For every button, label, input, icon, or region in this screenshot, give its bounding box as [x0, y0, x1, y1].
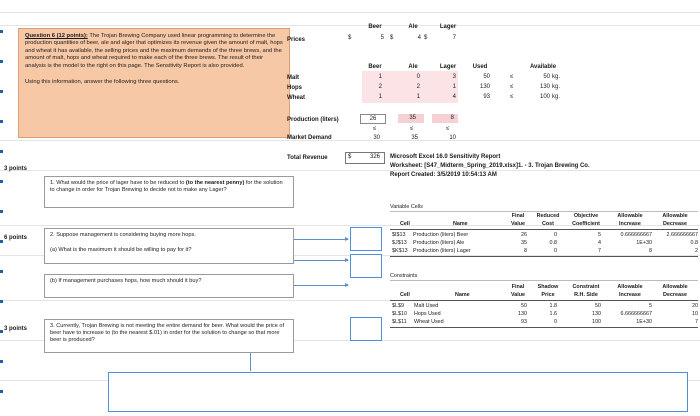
answer-box-2a[interactable] — [350, 254, 382, 278]
header2-beer: Beer — [368, 64, 382, 70]
con-h1-constraint: Constraint — [572, 284, 600, 290]
production-ale[interactable]: 35 — [409, 115, 416, 121]
var-h1-allow-dec: Allowable — [662, 213, 688, 219]
header-ale: Ale — [408, 24, 418, 30]
var-header-rule — [390, 229, 698, 230]
var-reduced: 0 — [554, 248, 557, 254]
question-title: Question 6 (12 points): — [25, 33, 88, 39]
var-name: Production (liters) Beer — [413, 232, 469, 238]
var-reduced: 0 — [554, 232, 557, 238]
con-shadow: 1.6 — [549, 311, 557, 317]
malt-used[interactable]: 50 — [483, 74, 490, 80]
con-rhs: 100 — [592, 319, 601, 325]
q3-points: 3 points — [4, 326, 28, 332]
hops-ale[interactable]: 2 — [416, 84, 420, 90]
report-worksheet: Worksheet: [S47_Midterm_Spring_2019.xlsx]1. - 3. Trojan Brewing Co. — [390, 163, 590, 169]
question-description — [25, 33, 283, 86]
arrow-q3 — [250, 353, 251, 371]
answer-box-2b[interactable] — [350, 317, 382, 341]
var-reduced: 0.8 — [549, 240, 557, 246]
con-name: Malt Used — [414, 303, 439, 309]
con-h2-rhs: R.H. Side — [574, 292, 598, 298]
con-h2-name: Name — [455, 292, 470, 298]
hops-lager[interactable]: 1 — [452, 84, 456, 90]
var-decrease: 0.8 — [690, 240, 698, 246]
con-h1-shadow: Shadow — [537, 284, 559, 290]
var-cell: $I$13 — [392, 232, 406, 238]
price-lager[interactable]: 7 — [452, 35, 456, 41]
wheat-lager[interactable]: 4 — [452, 94, 456, 100]
var-decrease: 2 — [695, 248, 698, 254]
price-currency-beer: $ — [348, 35, 352, 41]
revenue-currency: $ — [348, 154, 352, 160]
production-lager[interactable]: 8 — [450, 115, 454, 121]
var-h2-increase: Increase — [619, 221, 641, 227]
wheat-used[interactable]: 93 — [483, 94, 490, 100]
var-objective: 4 — [598, 240, 601, 246]
q2-text-c: (b) If management purchases hops, how much should it buy? — [50, 278, 202, 284]
con-shadow: 0 — [554, 319, 557, 325]
var-cell: $K$13 — [392, 248, 408, 254]
con-rhs: 130 — [592, 311, 601, 317]
var-h1-reduced: Reduced — [536, 213, 560, 219]
con-header-rule — [390, 300, 698, 301]
header2-used: Used — [472, 64, 488, 70]
var-bottom-rule — [390, 256, 698, 257]
hops-available[interactable]: 130 — [539, 84, 550, 90]
q2-text-a: 2. Suppose management is considering buying more hops. — [50, 232, 196, 238]
header2-available: Available — [529, 64, 557, 70]
var-name: Production (liters) Lager — [413, 248, 471, 254]
var-increase: 1E+30 — [636, 240, 652, 246]
con-final: 50 — [521, 303, 527, 309]
malt-available[interactable]: 50 — [543, 74, 550, 80]
con-name: Hops Used — [414, 311, 441, 317]
resource-malt-label: Malt — [287, 75, 299, 81]
wheat-sign: ≤ — [510, 94, 514, 100]
con-increase: 5 — [649, 303, 652, 309]
total-revenue-label: Total Revenue — [287, 155, 328, 161]
answer-box-3[interactable] — [108, 372, 688, 412]
con-h2-cell: Cell — [400, 292, 410, 298]
demand-ale[interactable]: 35 — [411, 135, 418, 141]
var-h2-value: Value — [510, 221, 526, 227]
con-bottom-rule — [390, 327, 698, 328]
variable-cells-title: Variable Cells — [390, 204, 423, 210]
con-cell: $L$9 — [392, 303, 404, 309]
var-objective: 7 — [598, 248, 601, 254]
con-cell: $L$10 — [392, 311, 407, 317]
con-h1-final: Final — [511, 284, 525, 290]
var-h1-objective: Objective — [573, 213, 599, 219]
con-decrease: 20 — [692, 303, 698, 309]
var-h2-name: Name — [453, 221, 468, 227]
resource-wheat-label: Wheat — [287, 95, 305, 101]
header-beer: Beer — [368, 24, 382, 30]
con-decrease: 10 — [692, 311, 698, 317]
question-body: The Trojan Brewing Company used linear programming to determine the production quantities of beer, ale and alger that optimizes its revenue given the amount of malt, hops and wheat it has available, the selling prices and the maximum demands of the three brews, and the amount of malt, hops and wheat required to make each of the three brews. The result of their analysis is the model to the right on this page. The Sensitivity Report is also provided. — [25, 33, 283, 69]
q2-text-b: (a) What is the maximum it should be willing to pay for it? — [50, 247, 192, 254]
var-h2-decrease: Decrease — [663, 221, 687, 227]
con-name: Wheat Used — [414, 319, 444, 325]
var-increase: 8 — [649, 248, 652, 254]
malt-sign: ≤ — [510, 74, 514, 80]
con-h2-decrease: Decrease — [663, 292, 687, 298]
malt-lager[interactable]: 3 — [452, 74, 456, 80]
leq-lager: ≤ — [446, 126, 450, 132]
question-description-box — [18, 28, 290, 138]
malt-unit: kg. — [552, 74, 561, 80]
var-cell: $J$13 — [392, 240, 407, 246]
con-increase: 6.666666667 — [620, 311, 652, 317]
report-title: Microsoft Excel 16.0 Sensitivity Report — [390, 154, 501, 160]
demand-lager[interactable]: 10 — [449, 135, 456, 141]
con-decrease: 7 — [695, 319, 698, 325]
production-label: Production (liters) — [287, 117, 339, 123]
var-decrease: 2.666666667 — [666, 232, 698, 238]
price-currency-ale: $ — [390, 35, 394, 41]
malt-ale[interactable]: 0 — [416, 74, 420, 80]
hops-unit: kg. — [552, 84, 561, 90]
arrow-q2b — [294, 285, 348, 286]
demand-beer[interactable]: 30 — [373, 135, 380, 141]
hops-sign: ≤ — [510, 84, 514, 90]
constraints-title-rule — [390, 280, 698, 281]
price-ale[interactable]: 4 — [417, 35, 421, 41]
var-final: 35 — [521, 240, 527, 246]
q1-text-bold: (to the nearest penny) — [185, 180, 245, 186]
header-lager: Lager — [439, 24, 457, 30]
q1-text-pre: 1. What would the price of lager have to be reduced to — [50, 180, 186, 186]
price-currency-lager: $ — [424, 35, 428, 41]
header2-lager: Lager — [439, 64, 457, 70]
resource-hops-label: Hops — [287, 85, 302, 91]
var-h2-cost: Cost — [542, 221, 554, 227]
hops-beer[interactable]: 2 — [378, 84, 382, 90]
var-h1-final: Final — [511, 213, 525, 219]
question-instruction: Using this information, answer the following three questions. — [25, 79, 180, 86]
arrow-q1 — [294, 239, 348, 240]
var-increase: 0.666666667 — [620, 232, 652, 238]
wheat-unit: kg. — [552, 94, 561, 100]
q2b-panel — [44, 274, 294, 298]
variable-title-rule — [390, 211, 698, 212]
con-h1-allow-inc: Allowable — [617, 284, 643, 290]
total-revenue-value: 326 — [369, 154, 380, 160]
q2a-panel — [44, 228, 294, 264]
hops-used[interactable]: 130 — [479, 84, 490, 90]
var-final: 26 — [521, 232, 527, 238]
var-h1-allow-inc: Allowable — [617, 213, 643, 219]
prices-label: Prices — [287, 37, 306, 43]
price-beer[interactable]: 5 — [380, 35, 384, 41]
con-h2-increase: Increase — [619, 292, 641, 298]
wheat-available[interactable]: 100 — [539, 94, 550, 100]
con-rhs: 50 — [595, 303, 601, 309]
var-h2-coefficient: Coefficient — [572, 221, 600, 227]
con-increase: 1E+30 — [636, 319, 652, 325]
header2-ale: Ale — [408, 64, 418, 70]
leq-beer: ≤ — [373, 126, 377, 132]
q1-text-post: for the solution to change in order for Trojan Brewing to decide not to make any Lager? — [50, 180, 283, 194]
q1-points: 3 points — [4, 166, 28, 172]
var-name: Production (liters) Ale — [413, 240, 465, 246]
market-demand-label: Market Demand — [287, 135, 332, 141]
con-final: 130 — [518, 311, 527, 317]
report-created: Report Created: 3/5/2019 10:54:13 AM — [390, 172, 497, 178]
q2-points: 6 points — [4, 235, 28, 241]
malt-beer[interactable]: 1 — [378, 74, 382, 80]
q3-text: 3. Currently, Trojan Brewing is not meeting the entire demand for beer. What would the price of beer have to increase to (to the nearest $.01) in order for the solution to change so that more beer is produced? — [50, 323, 285, 344]
leq-ale: ≤ — [410, 126, 414, 132]
wheat-ale[interactable]: 1 — [416, 94, 420, 100]
con-final: 93 — [521, 319, 527, 325]
constraints-title: Constraints — [390, 273, 418, 279]
var-objective: 5 — [598, 232, 601, 238]
var-final: 8 — [524, 248, 527, 254]
con-shadow: 1.8 — [549, 303, 557, 309]
var-h2-cell: Cell — [400, 221, 410, 227]
q3-panel — [44, 319, 294, 353]
con-h2-price: Price — [541, 292, 555, 298]
q1-panel — [44, 176, 294, 208]
production-beer[interactable]: 26 — [360, 114, 386, 124]
wheat-beer[interactable]: 1 — [378, 94, 382, 100]
con-h1-allow-dec: Allowable — [662, 284, 688, 290]
con-cell: $L$11 — [392, 319, 407, 325]
con-h2-value: Value — [510, 292, 526, 298]
answer-box-1[interactable] — [350, 227, 382, 251]
arrow-q2a — [294, 260, 348, 261]
